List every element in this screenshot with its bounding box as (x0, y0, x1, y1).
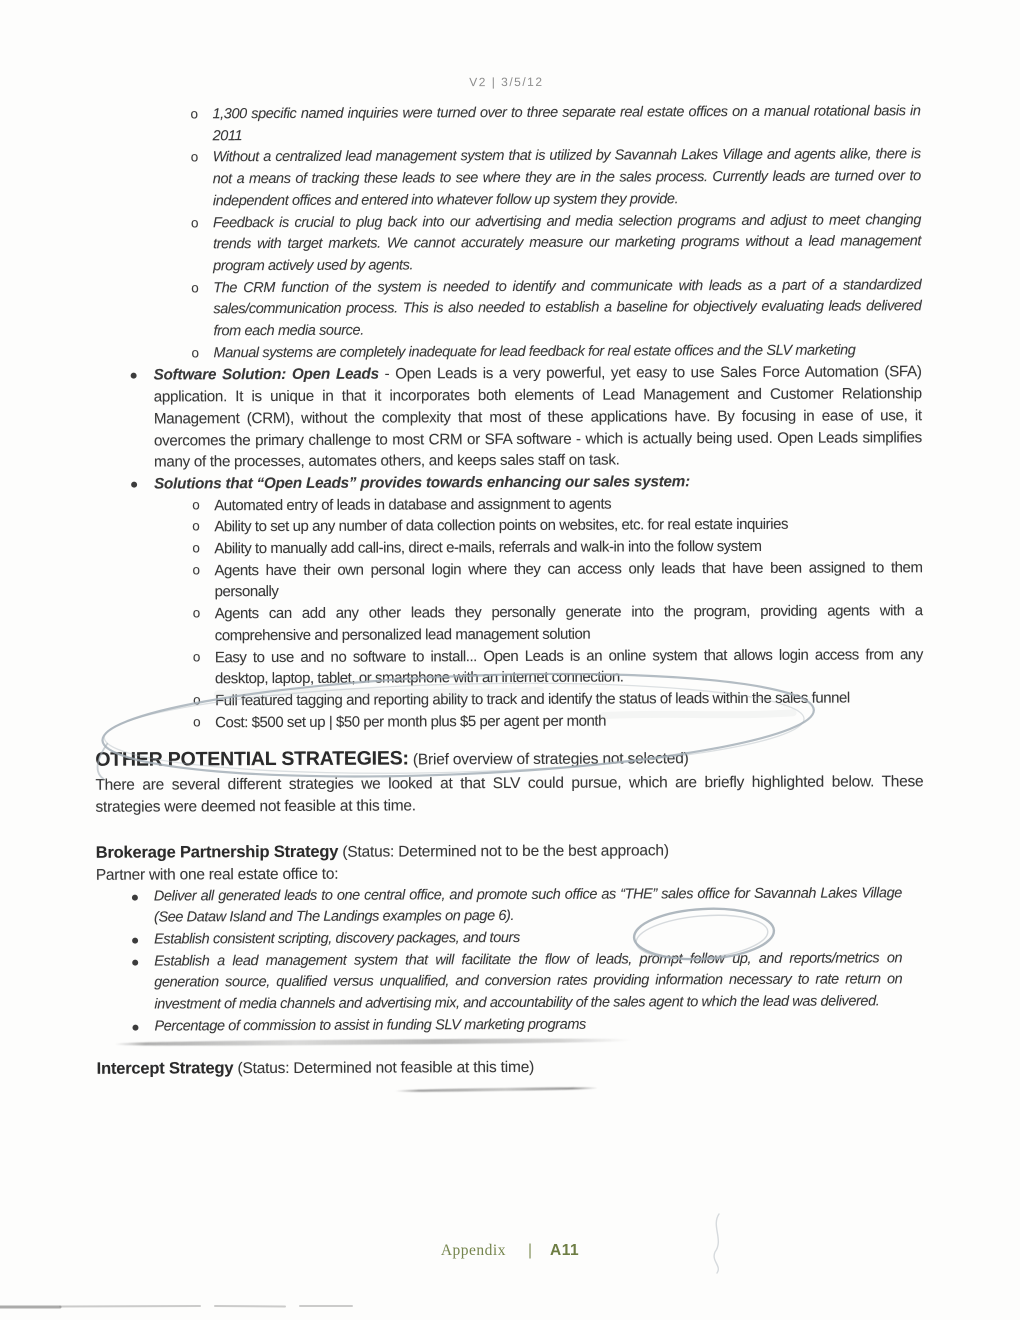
document-content (92, 101, 924, 1081)
brokerage-bullet: Establish a lead management system that will facilitate the flow of leads, prompt follow up, and reports/metrics on generation source, qualified versus unqualified, and conversion rates providing information necessary to rate return on investment of media channels and advertising mix, and accountability of the sales agent to which the lead was delivered. (96, 948, 924, 1017)
version-date-header: V2 | 3/5/12 (469, 74, 544, 90)
feature-bullet: o Cost: $500 set up | $50 per month plus $5 per agent per month (95, 709, 923, 734)
issue-bullet: o Without a centralized lead management system that is utilized by Savannah Lakes Village and agents alike, there is not a means of tracking these leads to see where they are in the sales process. Currently leads are turned over to independent offices and entered into whatever follow up system they provide. (93, 145, 921, 214)
footer-page-number: A11 (550, 1242, 580, 1259)
other-strategies-paragraph: There are several different strategies we looked at that SLV could pursue, which are briefly highlighted below. These strategies were deemed not feasible at this time. (95, 773, 924, 816)
software-solution-text: - Open Leads is a very powerful, yet easy to use Sales Force Automation (SFA) application. It is unique in that it incorporates both elements of Lead Management and Customer Relationship Management (CRM), without the complexity that most of these applications have. By focusing in ease of use, it overcomes the primary challenge to most CRM or SFA software - which is actually being used. Open Leads simplifies many of the processes, automates others, and keeps sales staff on task. (153, 363, 922, 471)
brokerage-bullet: Establish consistent scripting, discovery packages, and tours (96, 926, 924, 951)
page-footer (0, 1242, 1020, 1260)
other-strategies-subtitle: (Brief overview of strategies not selected) (408, 750, 689, 769)
footer-separator: | (528, 1242, 533, 1259)
issue-bullet: o 1,300 specific named inquiries were turned over to three separate real estate offices on a manual rotational basis in 2011 (92, 101, 920, 148)
intercept-strategy-status: (Status: Determined not feasible at this time) (233, 1059, 535, 1078)
document-body (92, 0, 924, 1079)
feature-bullet: o Easy to use and no software to install... Open Leads is an online system that allows login access from any desktop, laptop, tablet, or smartphone with an internet connection. (95, 644, 923, 691)
software-solution-label: Software Solution: Open Leads (153, 365, 379, 384)
other-strategies-heading (95, 744, 923, 776)
brokerage-strategy-title: Brokerage Partnership Strategy (95, 842, 339, 862)
footer-appendix-label: Appendix (440, 1242, 506, 1259)
intercept-strategy-heading (97, 1055, 925, 1082)
open-leads-features-section (94, 492, 923, 734)
feature-bullet: o Automated entry of leads in database and assignment to agents (94, 492, 922, 517)
feature-bullet: o Agents have their own personal login where they can access only leads that have been assigned to them personally (94, 557, 922, 604)
feature-bullet: o Full featured tagging and reporting ability to track and identify the status of leads within the sales funnel (95, 687, 923, 712)
brokerage-strategy-status: (Status: Determined not to be the best approach) (338, 842, 669, 861)
lead-management-issues-list (92, 101, 921, 365)
solutions-header-label: Solutions that “Open Leads” provides towards enhancing our sales system: (154, 473, 690, 493)
brokerage-bullet: Percentage of commission to assist in funding SLV marketing programs (96, 1013, 924, 1038)
open-leads-features-list (94, 492, 923, 734)
issue-bullet: o Manual systems are completely inadequate for lead feedback for real estate offices and the SLV marketing (93, 340, 921, 365)
issue-bullet: o Feedback is crucial to plug back into our advertising and media selection programs and adjust to meet changing trends with target markets. We cannot accurately measure our marketing programs without a lead management program actively used by agents. (93, 210, 921, 279)
feature-bullet: o Agents can add any other leads they personally generate into the program, providing agents with a comprehensive and personalized lead management solution (95, 600, 923, 647)
other-strategies-title: OTHER POTENTIAL STRATEGIES: (95, 747, 409, 772)
intercept-strategy-title: Intercept Strategy (96, 1059, 234, 1079)
feature-bullet: o Ability to manually add call-ins, direct e-mails, referrals and walk-in into the follow system (94, 535, 922, 560)
partner-intro-line: Partner with one real estate office to: (95, 865, 339, 884)
brokerage-bullet: Deliver all generated leads to one central office, and promote such office as “THE” sales office for Savannah Lakes Village (See Dataw Island and The Landings examples on page 6). (96, 883, 924, 930)
software-solution-bullet (94, 362, 922, 474)
brokerage-options-list (96, 883, 925, 1039)
feature-bullet: o Ability to set up any number of data collection points on websites, etc. for real estate inquiries (94, 514, 922, 539)
issue-bullet: o The CRM function of the system is needed to identify and communicate with leads as a part of a standardized sales/communication process. This is also needed to establish a baseline for objectively evaluating leads delivered from each media source. (93, 275, 921, 344)
brokerage-strategy-heading (96, 838, 924, 865)
